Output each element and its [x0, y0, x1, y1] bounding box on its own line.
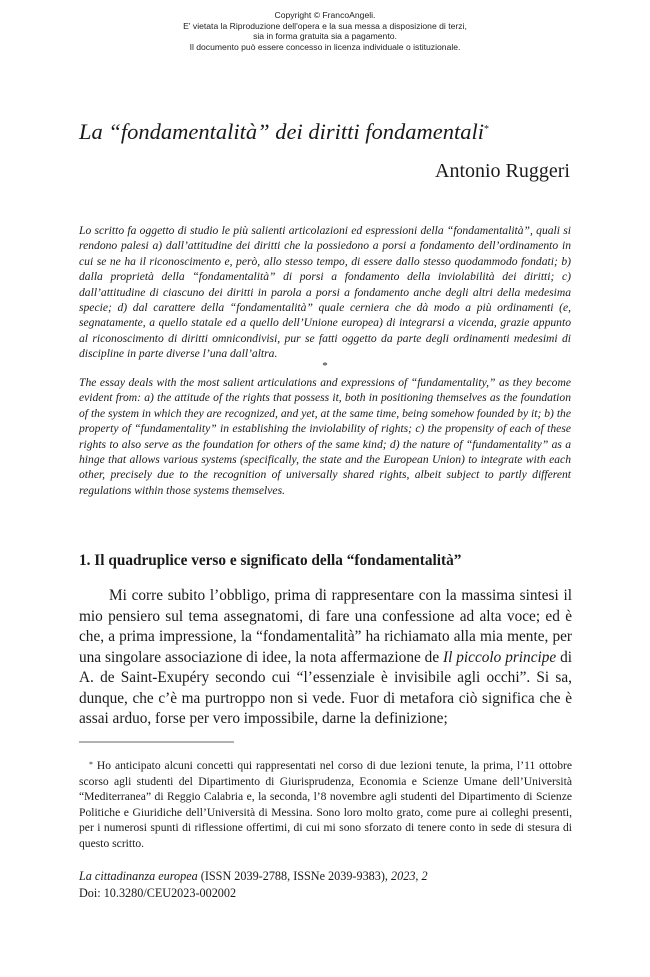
abstract-italian: Lo scritto fa oggetto di studio le più salienti articolazioni ed espressioni della “fondamentalità”, quali si rendono palesi a) dall’attitudine dei diritti che la possiedono a porsi a fondamento dell’ordinamento in cui se ne ha il riconoscimento e, però, allo stesso tempo, di essere dallo stesso quodammodo fondati; b) dalla proprietà della “fondamentalità” di porsi a fondamento della inviolabilità dei diritti; c) dall’attitudine di ciascuno dei diritti in parola a porsi a fondamento anche degli altri della medesima specie; d) dal carattere della “fondamentalità” quale cerniera che dà modo a più ordinamenti (e, segnatamente, a quello statale ed a quello dell’Unione europea) di integrarsi a vicenda, grazie appunto al riconoscimento di diritti omnicondivisi, pur se fatti oggetto da parte degli ordinamenti medesimi di discipline in parte diverse l’una dall’altra.	[79, 224, 571, 361]
copyright-notice	[0, 10, 650, 52]
section-heading: 1. Il quadruplice verso e significato della “fondamentalità”	[79, 552, 462, 569]
body-paragraph	[79, 586, 572, 730]
copyright-line: Il documento può essere concesso in licenza individuale o istituzionale.	[189, 41, 461, 52]
journal-issue: 2023, 2	[391, 869, 428, 883]
paragraph-text: di A. de Saint-Exupéry secondo cui “l’essenziale è invisibile agli occhi”. Si sa, dunque, che c’è ma purtroppo non si vede. Fuor di metafora ciò significa che è assai arduo, forse per vero impossibile, darne la definizione;	[79, 648, 572, 727]
article-title-text: La “fondamentalità” dei diritti fondamentali	[79, 119, 485, 144]
doi: Doi: 10.3280/CEU2023-002002	[79, 886, 237, 900]
copyright-line: sia in forma gratuita sia a pagamento.	[253, 31, 397, 42]
abstract-separator: *	[322, 360, 328, 372]
footnote	[79, 758, 572, 851]
copyright-line: Copyright © FrancoAngeli.	[274, 10, 376, 20]
book-title: Il piccolo principe	[443, 648, 557, 666]
paragraph-text: Mi corre subito l’obbligo, prima di rappresentare con la massima sintesi il mio pensiero sul tema assegnatomi, di fare una confessione ad alta voce; ed è che, a prima impressione, la “fondamentalità” ha richiamato alla mia mente, per una singolare associazione di idee, la nota affermazione de	[79, 587, 572, 666]
article-title	[79, 118, 489, 146]
footnote-text: Ho anticipato alcuni concetti qui rappresentati nel corso di due lezioni tenute, la prima, l’11 ottobre scorso agli studenti del Dipartimento di Giurisprudenza, Economia e Scienze Umane dell’Università “Mediterranea” di Reggio Calabria e, la seconda, l’8 novembre agli studenti del Dipartimento di Scienze Politiche e Giuridiche dell’Università di Messina. Sono loro molto grato, come pure ai colleghi presenti, per i numerosi spunti di riflessione offertimi, di cui mi sono sforzato di tenere conto in sede di stesura di questo scritto.	[79, 759, 572, 850]
footnote-mark: *	[89, 760, 93, 769]
title-footnote-mark: *	[484, 124, 490, 135]
copyright-line: E' vietata la Riproduzione dell'opera e la sua messa a disposizione di terzi,	[183, 20, 467, 31]
footnote-divider	[79, 741, 234, 743]
journal-name: La cittadinanza europea	[79, 869, 198, 883]
abstract-english: The essay deals with the most salient articulations and expressions of “fundamentality,” as they become evident from: a) the attitude of the rights that possess it, both in positioning themselves as the foundation of the system in which they are recognized, and yet, at the same time, being somehow founded by it; b) the property of “fundamentality” in establishing the inviolability of rights; c) the propensity of each of these rights to also serve as the foundation for others of the same kind; d) the nature of “fundamentality” as a hinge that allows various systems (specifically, the state and the European Union) to integrate with each other, precisely due to the recognition of universally shared rights, albeit subject to partly different regulations within those systems themselves.	[79, 376, 571, 497]
journal-issn: (ISSN 2039-2788, ISSNe 2039-9383),	[197, 869, 392, 883]
author-name: Antonio Ruggeri	[435, 160, 570, 182]
journal-info	[79, 868, 428, 885]
